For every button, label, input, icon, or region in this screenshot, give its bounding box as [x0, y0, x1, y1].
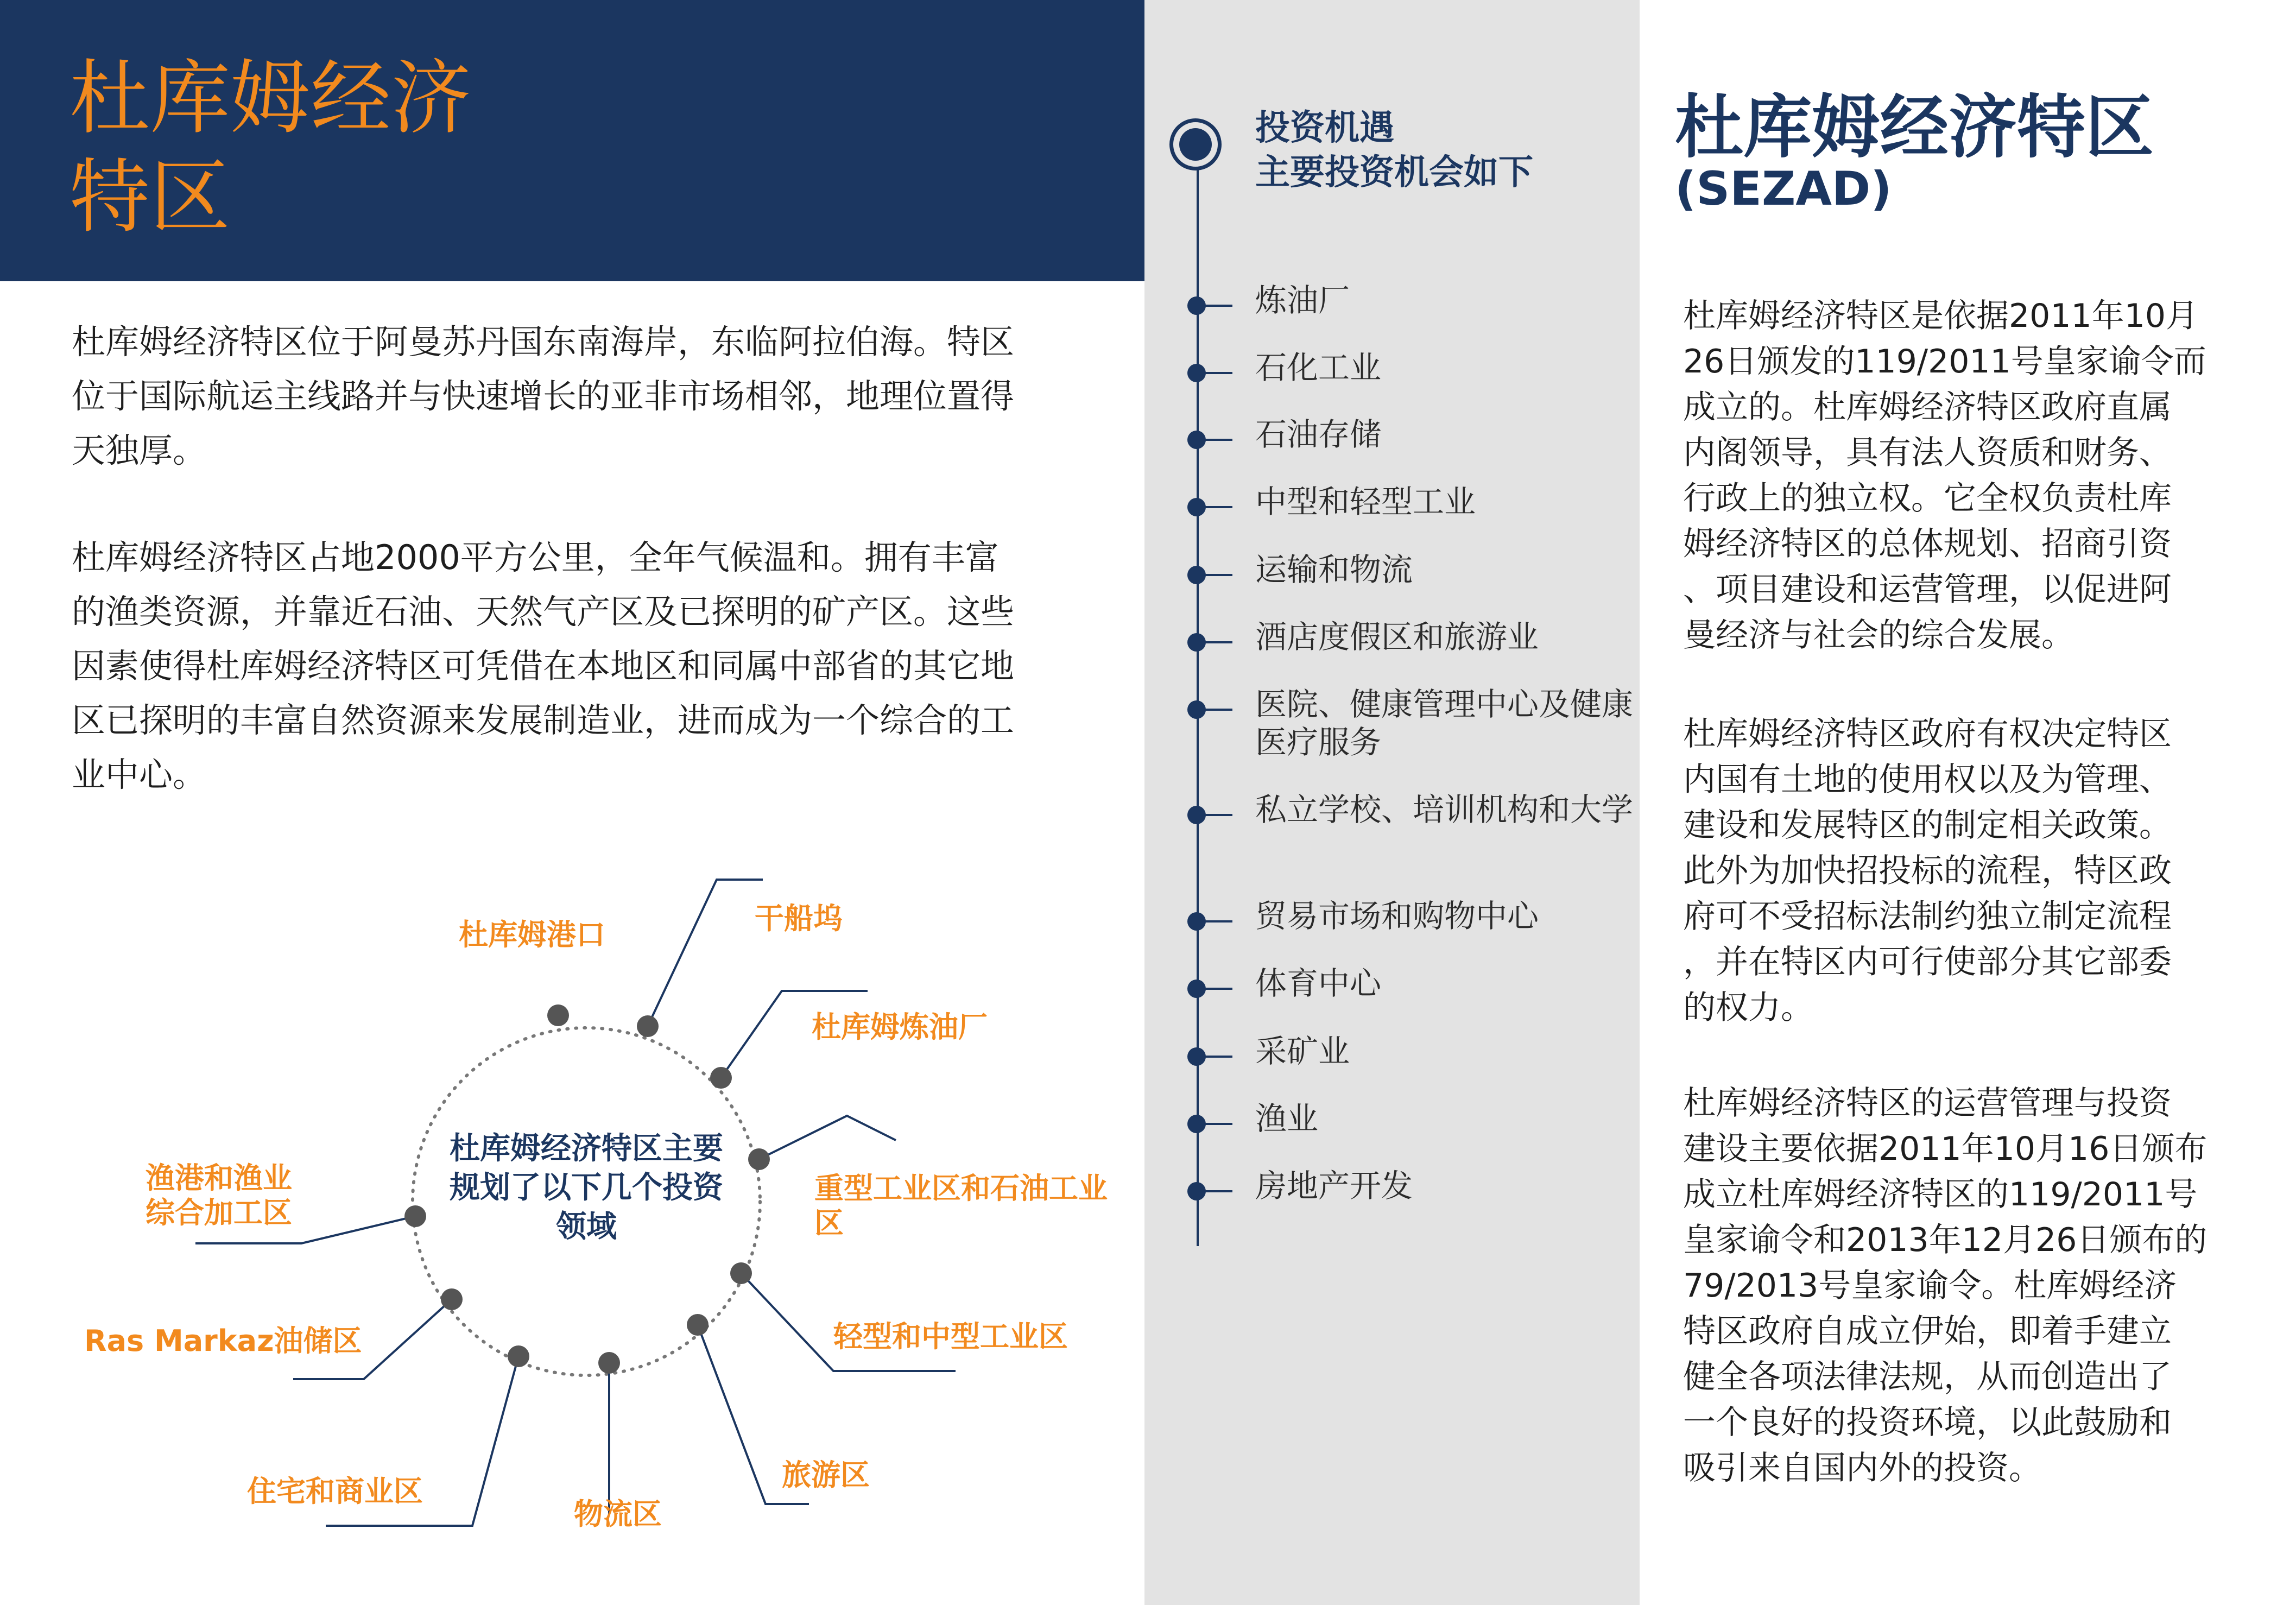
text-line: 内阁领导，具有法人资质和财务、: [1683, 434, 2172, 472]
leader-line-heavy-industry: [759, 1116, 896, 1159]
intro-line: 杜库姆经济特区位于阿曼苏丹国东南海岸，东临阿拉伯海。特区: [72, 322, 1015, 362]
text-line: 成立杜库姆经济特区的119/2011号: [1683, 1176, 2198, 1214]
node-refinery: [710, 1067, 732, 1089]
text-line: 健全各项法律法规，从而创造出了: [1683, 1358, 2172, 1396]
opportunity-label: 贸易市场和购物中心: [1255, 898, 1539, 934]
opportunity-label: 酒店度假区和旅游业: [1255, 618, 1539, 655]
page-title-line-1: 杜库姆经济: [69, 52, 471, 145]
node-logistics: [598, 1352, 620, 1374]
page-title-line-2: 特区: [69, 150, 230, 244]
text-line: 、项目建设和运营管理，以促进阿: [1683, 571, 2172, 609]
text-line: 26日颁发的119/2011号皇家谕令而: [1683, 343, 2206, 381]
sezad-paragraph-2: [1683, 711, 2172, 1031]
node-tourism: [687, 1314, 709, 1336]
opportunity-label: 采矿业: [1255, 1033, 1350, 1070]
opportunities-heading: 投资机遇: [1255, 108, 1394, 148]
node-fishing: [404, 1205, 426, 1227]
sector-label-tourism: 旅游区: [782, 1458, 870, 1492]
bullet-dot: [1187, 498, 1206, 516]
sector-label-dry-dock: 干船坞: [755, 901, 843, 936]
node-light-industry: [730, 1262, 752, 1284]
bullet-dot: [1187, 633, 1206, 652]
node-port: [547, 1004, 569, 1026]
opportunity-label: 运输和物流: [1255, 551, 1413, 588]
text-line: 行政上的独立权。它全权负责杜库: [1683, 479, 2172, 517]
text-line: 杜库姆经济特区政府有权决定特区: [1683, 715, 2172, 753]
text-line: 曼经济与社会的综合发展。: [1683, 616, 2074, 654]
text-line: 内国有土地的使用权以及为管理、: [1683, 761, 2172, 799]
detail-line: 的渔类资源，并靠近石油、天然气产区及已探明的矿产区。这些: [72, 592, 1015, 631]
detail-line: 业中心。: [72, 755, 207, 794]
bullet-dot: [1187, 980, 1206, 998]
timeline-head-dot: [1179, 128, 1212, 161]
intro-line: 位于国际航运主线路并与快速增长的亚非市场相邻，地理位置得: [72, 376, 1015, 416]
opportunity-label: 房地产开发: [1255, 1167, 1413, 1204]
sezad-paragraph-3: [1683, 1080, 2207, 1491]
text-line: 79/2013号皇家谕令。杜库姆经济: [1683, 1267, 2177, 1305]
leader-line-dry-dock: [648, 880, 763, 1026]
opportunities-subheading: 主要投资机会如下: [1255, 153, 1533, 193]
text-line: 府可不受招标法制约独立制定流程: [1683, 898, 2172, 936]
node-dry-dock: [637, 1015, 659, 1037]
text-line: 特区政府自成立伊始，即着手建立: [1683, 1312, 2172, 1350]
text-line: 姆经济特区的总体规划、招商引资: [1683, 525, 2172, 563]
sezad-paragraph-1: [1683, 293, 2206, 658]
opportunity-label: 石化工业: [1255, 349, 1382, 386]
sector-label-residential: 住宅和商业区: [247, 1474, 423, 1508]
bullet-dot: [1187, 700, 1206, 719]
detail-line: 区已探明的丰富自然资源来发展制造业，进而成为一个综合的工: [72, 700, 1015, 740]
text-line: 皇家谕令和2013年12月26日颁布的: [1683, 1221, 2208, 1259]
bullet-dot: [1187, 566, 1206, 584]
bullet-dot: [1187, 912, 1206, 931]
node-heavy-industry: [748, 1148, 770, 1170]
text-line: 的权力。: [1683, 989, 1813, 1027]
opportunity-label: 医院、健康管理中心及健康医疗服务: [1255, 686, 1634, 761]
text-line: 杜库姆经济特区的运营管理与投资: [1683, 1084, 2172, 1122]
sezad-title: 杜库姆经济特区: [1675, 87, 2154, 167]
intro-line: 天独厚。: [72, 431, 207, 470]
sector-label-port: 杜库姆港口: [459, 918, 605, 952]
text-line: 吸引来自国内外的投资。: [1683, 1449, 2041, 1487]
text-line: 成立的。杜库姆经济特区政府直属: [1683, 388, 2172, 426]
sector-label-light-industry: 轻型和中型工业区: [833, 1319, 1068, 1354]
bullet-dot: [1187, 296, 1206, 315]
text-line: 建设和发展特区的制定相关政策。: [1683, 806, 2172, 844]
opportunity-label: 私立学校、培训机构和大学: [1255, 791, 1634, 828]
bullet-dot: [1187, 364, 1206, 382]
investment-sector-diagram: [0, 0, 1144, 1605]
opportunity-label: 中型和轻型工业: [1255, 483, 1476, 520]
bullet-dot: [1187, 431, 1206, 449]
text-line: ，并在特区内可行使部分其它部委: [1683, 943, 2172, 981]
bullet-dot: [1187, 1182, 1206, 1200]
text-line: 一个良好的投资环境，以此鼓励和: [1683, 1404, 2172, 1442]
opportunity-label: 炼油厂: [1255, 282, 1350, 319]
opportunity-label: 体育中心: [1255, 965, 1382, 1002]
sector-label-logistics: 物流区: [574, 1497, 662, 1531]
node-ras-markaz: [441, 1288, 463, 1310]
sector-label-refinery: 杜库姆炼油厂: [812, 1010, 988, 1044]
opportunity-label: 石油存储: [1255, 416, 1382, 453]
diagram-center-text: 杜库姆经济特区主要规划了以下几个投资领域: [450, 1131, 723, 1244]
opportunity-label: 渔业: [1255, 1100, 1319, 1137]
sezad-subtitle: (SEZAD): [1675, 162, 1892, 216]
text-line: 杜库姆经济特区是依据2011年10月: [1683, 297, 2199, 335]
detail-line: 杜库姆经济特区占地2000平方公里，全年气候温和。拥有丰富: [72, 538, 999, 577]
bullet-dot: [1187, 1115, 1206, 1133]
node-residential: [508, 1345, 529, 1367]
bullet-dot: [1187, 1047, 1206, 1066]
text-line: 建设主要依据2011年10月16日颁布: [1683, 1130, 2208, 1168]
bullet-dot: [1187, 806, 1206, 824]
sector-label-fishing: 渔港和渔业综合加工区: [146, 1161, 292, 1230]
detail-line: 因素使得杜库姆经济特区可凭借在本地区和同属中部省的其它地: [72, 646, 1015, 686]
sector-label-heavy-industry: 重型工业区和石油工业区: [814, 1171, 1108, 1240]
sector-label-ras-markaz: Ras Markaz油储区: [84, 1324, 362, 1358]
text-line: 此外为加快招投标的流程，特区政: [1683, 852, 2172, 890]
